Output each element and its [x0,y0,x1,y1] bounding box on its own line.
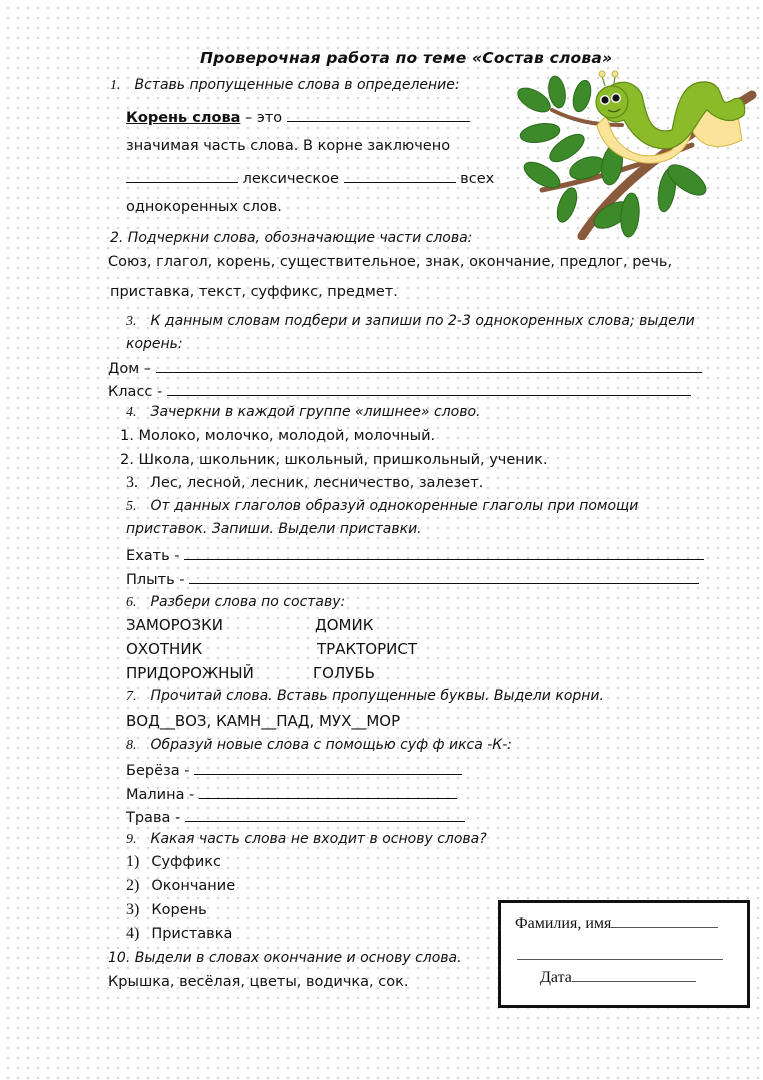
task6-word: ОХОТНИК [126,640,203,658]
task5-instruction-cont: приставок. Запиши. Выдели приставки. [126,521,422,537]
task1-line3-end: всех [455,171,495,187]
option-label: Суффикс [151,854,221,870]
answer-line[interactable] [194,760,462,775]
task4-group [126,474,483,492]
task6-word: ЗАМОРОЗКИ [126,616,223,634]
task5-instruction-text: От данных глаголов образуй однокоренные глаголы при помощи [150,498,639,514]
task8-word: Малина - [126,787,199,803]
term-root: Корень слова [126,110,241,126]
task8-word: Трава - [126,810,185,826]
date-field[interactable] [572,981,696,982]
task7-words: ВОД__ВОЗ, КАМН__ПАД, МУХ__МОР [126,712,401,730]
task1-number: 1. [110,78,121,93]
answer-line[interactable] [156,358,702,373]
answer-line[interactable] [185,807,465,822]
task6-word: ДОМИК [315,616,374,634]
task3-word: Дом – [108,361,156,377]
task9-option[interactable] [126,877,235,895]
task2-words-line2: приставка, текст, суффикс, предмет. [110,284,398,300]
name-field-line2[interactable] [517,959,723,960]
task8-word-row [126,807,465,826]
page-title: Проверочная работа по теме «Состав слова» [200,49,613,67]
task4-group: 2. Школа, школьник, школьный, пришкольный, ученик. [120,452,548,468]
task4-group: 1. Молоко, молочко, молодой, молочный. [120,428,436,444]
task8-word-row [126,784,457,803]
task6-word: ПРИДОРОЖНЫЙ [126,664,254,682]
task6-word: ТРАКТОРИСТ [317,640,417,658]
task1-line2: значимая часть слова. В корне заключено [126,138,451,154]
task2-words-line1: Союз, глагол, корень, существительное, знак, окончание, предлог, речь, [108,254,673,270]
answer-line[interactable] [199,784,457,799]
task5-word: Плыть - [126,572,190,588]
option-label: Корень [151,902,207,918]
task4-instruction-text: Зачеркни в каждой группе «лишнее» слово. [150,404,481,420]
task9-option[interactable] [126,925,232,943]
date-label: Дата [540,969,572,986]
task8-instruction [126,737,512,754]
task9-instruction [126,831,487,848]
task3-word-row [108,358,702,377]
task8-instruction-text: Образуй новые слова с помощью суф ф икса -К-: [150,737,513,753]
name-label: Фамилия, имя [515,915,612,932]
task3-word: Класс - [108,384,167,400]
option-label: Окончание [151,878,236,894]
task3-instruction-text: К данным словам подбери и запиши по 2-3 однокоренных слова; выдели [150,313,695,329]
task1-line3-mid: лексическое [238,171,344,187]
answer-line[interactable] [167,381,691,396]
option-number: 1) [126,853,140,870]
name-field[interactable] [611,927,718,928]
task4-group3-text: Лес, лесной, лесник, лесничество, залезет. [150,475,484,491]
task1-line1 [126,107,470,126]
name-row [515,915,718,933]
task10-words: Крышка, весёлая, цветы, водичка, сок. [108,974,409,990]
task5-instruction [126,498,638,515]
task1-line3 [126,168,494,187]
task2-instruction: 2. Подчеркни слова, обозначающие части слова: [110,230,473,246]
task7-instruction-text: Прочитай слова. Вставь пропущенные буквы. Выдели корни. [150,688,604,704]
task4-group3-number: 3. [126,474,138,491]
task4-instruction [126,404,480,421]
task6-instruction-text: Разбери слова по составу: [150,594,346,610]
task6-instruction [126,594,345,611]
task10-instruction: 10. Выдели в словах окончание и основу слова. [108,950,462,966]
task1-line4: однокоренных слов. [126,199,282,215]
option-number: 4) [126,925,140,942]
task7-instruction [126,688,604,705]
answer-line[interactable] [184,545,704,560]
task5-word: Ехать - [126,548,185,564]
task5-word-row [126,545,704,564]
caterpillar-illustration [512,70,757,240]
task6-word: ГОЛУБЬ [313,664,375,682]
task4-number: 4. [126,405,137,420]
task9-instruction-text: Какая часть слова не входит в основу слова? [150,831,487,847]
task9-option[interactable] [126,901,207,919]
task3-number: 3. [126,314,137,329]
answer-blank[interactable] [287,107,470,122]
task7-number: 7. [126,689,137,704]
task5-number: 5. [126,499,137,514]
task3-instruction-cont: корень: [126,336,183,352]
task8-number: 8. [126,738,137,753]
task3-word-row [108,381,691,400]
option-label: Приставка [151,926,233,942]
task1-instruction-text: Вставь пропущенные слова в определение: [134,77,460,93]
task5-word-row [126,569,699,588]
task8-word: Берёза - [126,763,195,779]
task9-number: 9. [126,832,137,847]
student-info-box [498,900,750,1008]
task1-line1-text: – это [240,110,283,126]
task6-number: 6. [126,595,137,610]
task9-option[interactable] [126,853,221,871]
option-number: 3) [126,901,140,918]
task1-instruction [110,77,460,94]
task3-instruction [126,313,695,330]
answer-blank[interactable] [344,168,456,183]
answer-blank[interactable] [126,168,238,183]
option-number: 2) [126,877,140,894]
date-row [540,969,696,987]
task8-word-row [126,760,462,779]
answer-line[interactable] [189,569,699,584]
